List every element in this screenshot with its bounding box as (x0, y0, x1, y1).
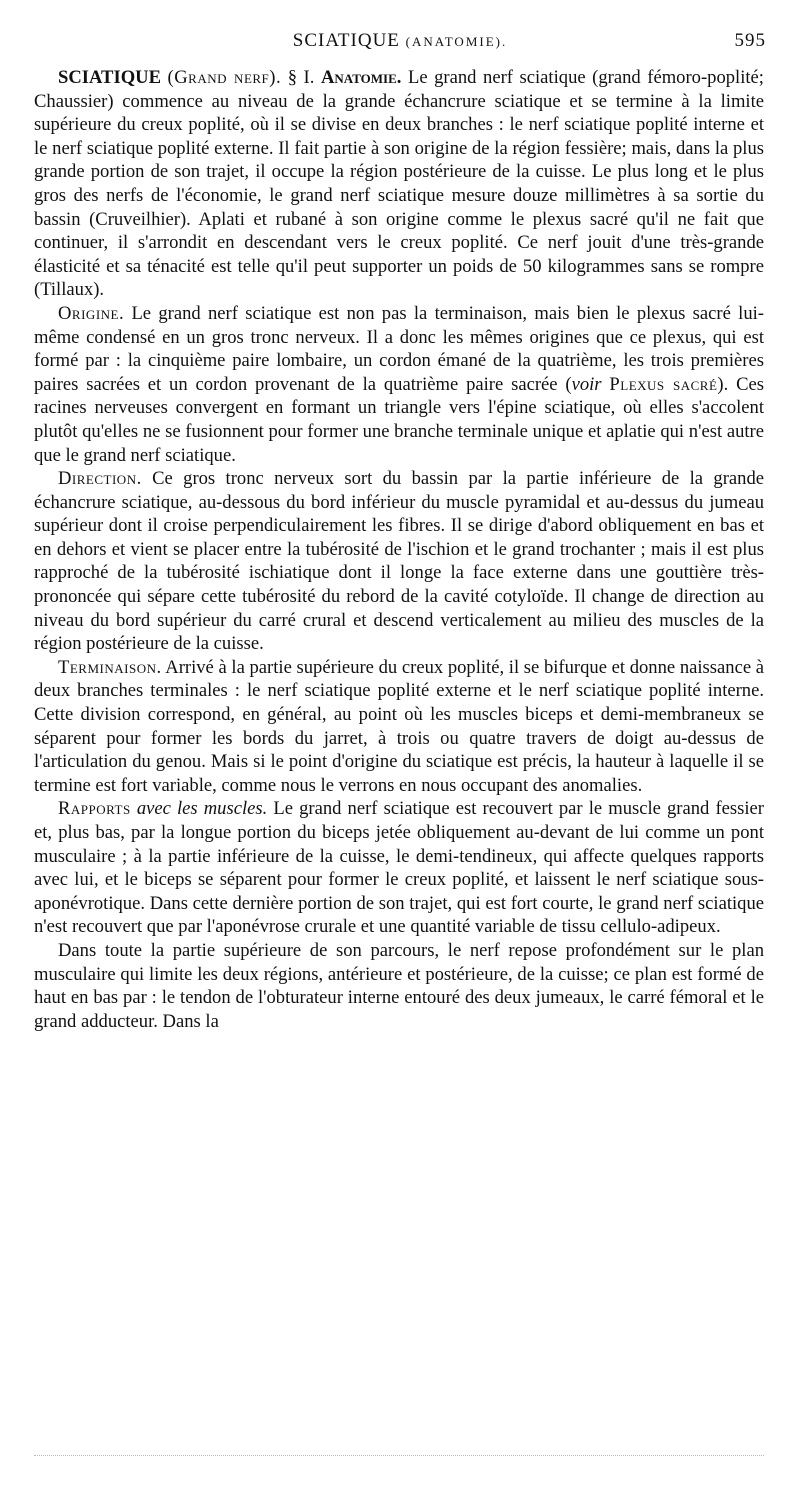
paragraph-text: Dans toute la partie supérieure de son parcours, le nerf repose profondément sur le plan musculaire qui limite les deux régions, antérieure et postérieure, de la cuisse; ce plan est formé de haut en bas par : le tendon de l'obturateur interne entouré des deux jumeaux, le carré fémoral et le grand adducteur. Dans la (34, 939, 764, 1032)
entry-headword: SCIATIQUE (58, 67, 161, 88)
paragraph-heading-italic: avec les muscles. (136, 798, 268, 820)
paragraph-rapports (34, 797, 764, 939)
paragraph-direction (34, 467, 764, 656)
article-body (34, 66, 764, 1033)
paragraph-heading: Origine. (58, 302, 125, 324)
footer-rule (34, 1455, 764, 1458)
header-title: SCIATIQUE (292, 30, 400, 51)
paragraph-text: Le grand nerf sciatique (grand fémoro-poplité; Chaussier) commence au niveau de la grande échancrure sciatique et se termine à la limite supérieure du creux poplité, où il se divise en deux branches : le nerf sciatique poplité interne et le nerf sciatique poplité externe. Il fait partie à son origine de la région fessière; mais, dans la plus grande portion de son trajet, il occupe la région postérieure de la cuisse. Le plus long et le plus gros des nerfs de l'économie, le grand nerf sciatique mesure douze millimètres à sa sortie du bassin (Cruveilhier). Aplati et rubané à son origine comme le plexus sacré qu'il ne fait que continuer, il s'arrondit en descendant vers le creux poplité. Ce nerf jouit d'une très-grande élasticité et sa ténacité est telle qu'il peut supporter un poids de 50 kilogrammes sans se rompre (Tillaux). (34, 67, 764, 301)
paragraph-text: Ce gros tronc nerveux sort du bassin par la partie inférieure de la grande échancrure sciatique, au-dessous du bord inférieur du muscle pyramidal et au-dessus du jumeau supérieur dont il croise perpendiculairement les fibres. Il se dirige d'abord obliquement en bas et en dehors et vient se placer entre la tubérosité de l'ischion et le grand trochanter ; mais il est plus rapproché de la tubérosité ischiatique dont il longe la face externe dans une gouttière très-prononcée qui sépare cette tubérosité du rebord de la cavité cotyloïde. Il change de direction au niveau du bord supérieur du carré crural et descend verticalement au milieu des muscles de la région postérieure de la cuisse. (34, 468, 764, 655)
section-number: § I. (287, 67, 315, 88)
paragraph-text: ). Ces racines nerveuses convergent en formant un triangle vers l'épine sciatique, où elles s'accolent plutôt qu'elles ne se fusionnent pour former une branche terminale unique et aplatie qui n'est autre que le grand nerf sciatique. (34, 373, 764, 466)
entry-headword-paren: (Grand nerf). (167, 67, 282, 88)
paragraph-anatomie (34, 66, 764, 302)
paragraph-text: Le grand nerf sciatique est non pas la terminaison, mais bien le plexus sacré lui-même condensé en un gros tronc nerveux. Il a donc les mêmes origines que ce plexus, qui est formé par : la cinquième paire lombaire, un cordon émané de la quatrième, les trois premières paires sacrées et un cordon provenant de la quatrième paire sacrée ( (34, 302, 764, 395)
voir-label: voir (571, 373, 602, 395)
section-title: Anatomie. (320, 67, 402, 88)
paragraph-text: Le grand nerf sciatique est recouvert par le muscle grand fessier et, plus bas, par la longue portion du biceps jetée obliquement au-devant de lui comme un pont musculaire ; à la partie inférieure de la cuisse, le demi-tendineux, qui affecte quelques rapports avec lui, et le biceps se séparent pour former le creux poplité, et laissent le nerf sciatique sous-aponévrotique. Dans cette dernière portion de son trajet, qui est fort courte, le grand nerf sciatique n'est recouvert que par l'aponévrose crurale et une quantité variable de tissu cellulo-adipeux. (34, 798, 764, 938)
page-number: 595 (734, 30, 766, 51)
paragraph-terminaison (34, 656, 764, 798)
running-header (34, 30, 766, 58)
paragraph-parcours (34, 939, 764, 1033)
paragraph-heading: Direction. (58, 468, 142, 490)
header-subtitle: (ANATOMIE). (405, 34, 508, 49)
paragraph-heading: Terminaison. (58, 656, 162, 678)
running-title (34, 30, 766, 52)
paragraph-text: Arrivé à la partie supérieure du creux poplité, il se bifurque et donne naissance à deux branches terminales : le nerf sciatique poplité externe et le nerf sciatique poplité interne. Cette division correspond, en général, au point où les muscles biceps et demi-membraneux se séparent pour former les bords du jarret, à trois ou quatre travers de doigt au-dessus de l'articulation du genou. Mais si le point d'origine du sciatique est précis, la hauteur à laquelle il se termine est fort variable, comme nous le verrons en nous occupant des anomalies. (34, 656, 764, 796)
paragraph-heading: Rapports (58, 798, 131, 820)
paragraph-origine (34, 302, 764, 467)
cross-reference: Plexus sacré (609, 373, 718, 395)
